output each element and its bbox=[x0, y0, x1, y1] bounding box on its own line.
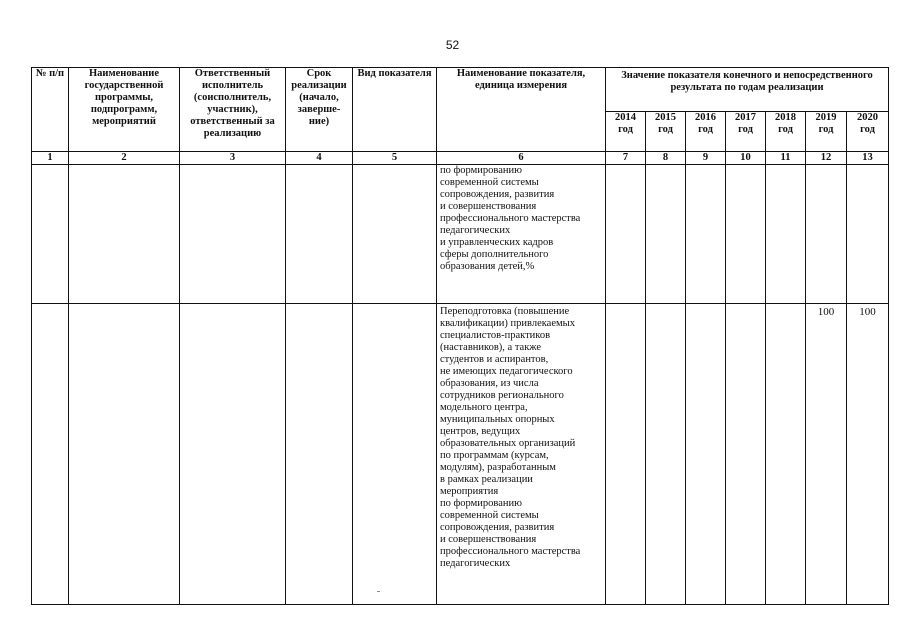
value-2017 bbox=[726, 304, 766, 605]
row-number-cell bbox=[32, 304, 69, 605]
column-number: 13 bbox=[847, 152, 889, 165]
indicator-line: современной системы bbox=[440, 177, 539, 188]
executor-cell bbox=[180, 165, 286, 304]
indicator-line: профессионального мастерства bbox=[440, 546, 581, 557]
header-program-name: Наименование государственной программы, подпрограмм, мероприятий bbox=[69, 68, 180, 152]
indicator-line: образовательных организаций bbox=[440, 438, 576, 449]
header-year: 2015 год bbox=[646, 112, 686, 152]
indicator-line: муниципальных опорных bbox=[440, 414, 555, 425]
header-year: 2016 год bbox=[686, 112, 726, 152]
column-number: 4 bbox=[286, 152, 353, 165]
indicator-line: Переподготовка (повышение bbox=[440, 306, 570, 317]
column-number: 7 bbox=[606, 152, 646, 165]
header-row bbox=[32, 68, 889, 112]
header-year: 2018 год bbox=[766, 112, 806, 152]
row-number-cell bbox=[32, 165, 69, 304]
indicator-type-cell bbox=[353, 165, 437, 304]
page-number: 52 bbox=[445, 38, 460, 52]
value-2016 bbox=[686, 304, 726, 605]
value-2018 bbox=[766, 165, 806, 304]
value-2014 bbox=[606, 304, 646, 605]
column-number: 10 bbox=[726, 152, 766, 165]
value-2016 bbox=[686, 165, 726, 304]
table-row bbox=[32, 165, 889, 304]
indicator-type-cell bbox=[353, 304, 437, 605]
indicator-line: мероприятия bbox=[440, 486, 499, 497]
column-number: 2 bbox=[69, 152, 180, 165]
column-number: 6 bbox=[437, 152, 606, 165]
value-2015 bbox=[646, 165, 686, 304]
value-2019: 100 bbox=[806, 304, 847, 605]
indicator-line: специалистов-практиков bbox=[440, 330, 551, 341]
value-2015 bbox=[646, 304, 686, 605]
program-name-cell bbox=[69, 304, 180, 605]
term-cell bbox=[286, 304, 353, 605]
indicator-line: студентов и аспирантов, bbox=[440, 354, 549, 365]
indicator-line: современной системы bbox=[440, 510, 539, 521]
indicator-line: и управленческих кадров bbox=[440, 237, 554, 248]
indicator-line: профессионального мастерства bbox=[440, 213, 581, 224]
header-year: 2017 год bbox=[726, 112, 766, 152]
value-2019 bbox=[806, 165, 847, 304]
program-name-cell bbox=[69, 165, 180, 304]
indicator-line: сопровождения, развития bbox=[440, 189, 555, 200]
indicator-line: сопровождения, развития bbox=[440, 522, 555, 533]
indicator-line: не имеющих педагогического bbox=[440, 366, 573, 377]
value-2017 bbox=[726, 165, 766, 304]
term-cell bbox=[286, 165, 353, 304]
value-2020 bbox=[847, 165, 889, 304]
header-year: 2014 год bbox=[606, 112, 646, 152]
value-2014 bbox=[606, 165, 646, 304]
column-number: 11 bbox=[766, 152, 806, 165]
column-numbers-row bbox=[32, 152, 889, 165]
column-number: 8 bbox=[646, 152, 686, 165]
indicator-line: и совершенствования bbox=[440, 534, 537, 545]
indicator-line: образования детей,% bbox=[440, 261, 535, 272]
indicator-line: по формированию bbox=[440, 165, 522, 176]
indicator-line: центров, ведущих bbox=[440, 426, 521, 437]
header-indicator-type: Вид показателя bbox=[353, 68, 437, 152]
value-2018 bbox=[766, 304, 806, 605]
column-number: 9 bbox=[686, 152, 726, 165]
indicator-line: сотрудников регионального bbox=[440, 390, 564, 401]
indicator-line: и совершенствования bbox=[440, 201, 537, 212]
column-number: 3 bbox=[180, 152, 286, 165]
indicator-line: образования, из числа bbox=[440, 378, 539, 389]
indicator-name-cell bbox=[437, 165, 606, 304]
header-year: 2019 год bbox=[806, 112, 847, 152]
indicator-line: в рамках реализации bbox=[440, 474, 533, 485]
column-number: 1 bbox=[32, 152, 69, 165]
header-indicator-name: Наименование показателя, единица измерения bbox=[437, 68, 606, 152]
indicator-line: (наставников), а также bbox=[440, 342, 542, 353]
header-year: 2020 год bbox=[847, 112, 889, 152]
scan-mark bbox=[377, 591, 380, 592]
executor-cell bbox=[180, 304, 286, 605]
header-values-group: Значение показателя конечного и непосредственного результата по годам реализации bbox=[606, 68, 889, 112]
indicator-line: квалификации) привлекаемых bbox=[440, 318, 575, 329]
indicator-line: по программам (курсам, bbox=[440, 450, 549, 461]
indicator-line: сферы дополнительного bbox=[440, 249, 549, 260]
indicator-line: модулям), разработанным bbox=[440, 462, 556, 473]
indicator-name-cell bbox=[437, 304, 606, 605]
table-row bbox=[32, 304, 889, 605]
indicator-line: педагогических bbox=[440, 558, 511, 569]
header-executor: Ответственный исполнитель (соисполнитель, участник), ответственный за реализацию bbox=[180, 68, 286, 152]
indicator-line: модельного центра, bbox=[440, 402, 528, 413]
header-number: № п/п bbox=[32, 68, 69, 152]
indicators-table bbox=[31, 67, 889, 605]
indicator-line: по формированию bbox=[440, 498, 522, 509]
column-number: 5 bbox=[353, 152, 437, 165]
value-2020: 100 bbox=[847, 304, 889, 605]
column-number: 12 bbox=[806, 152, 847, 165]
indicator-line: педагогических bbox=[440, 225, 511, 236]
header-term: Срок реализации (начало, заверше-ние) bbox=[286, 68, 353, 152]
